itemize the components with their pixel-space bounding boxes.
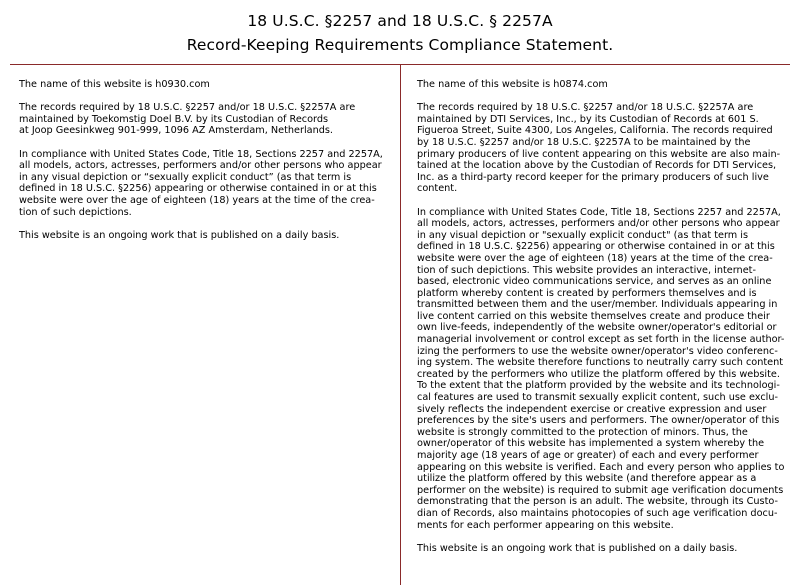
right-ongoing-work-note: This website is an ongoing work that is published on a daily basis.	[417, 542, 738, 554]
page-subtitle: Record-Keeping Requirements Compliance Statement.	[186, 36, 614, 54]
right-compliance-paragraph: In compliance with United States Code, Title 18, Sections 2257 and 2257A, all models, actors, actresses, performers and/or other persons who appear in any visual depiction or "sexually explicit conduct" (as that term is defined in 18 U.S.C. §2256) appearing or otherwise contained in or at this website were over the age of eighteen (18) years at the time of the crea- tion of such depictions. This website provides an interactive, internet- based, electronic video communications service, and serves as an online platform whereby content is created by performers themselves and is transmitted between them and the user/member. Individuals appearing in live content carried on this website themselves create and produce their own live-feeds, independently of the website owner/operator's editorial or managerial involvement or control except as set forth in the license author- izing the performers to use the website owner/operator's video conferenc- ing system. The website therefore functions to neutrally carry such content created by the performers who utilize the platform offered by this website. To the extent that the platform provided by the website and its technologi- cal features are used to transmit sexually explicit content, such use exclu- sively reflects the independent exercise or creative expression and user preferences by the site's users and performers. The owner/operator of this website is strongly committed to the protection of minors. Thus, the owner/operator of this website has implemented a system whereby the majority age (18 years of age or greater) of each and every performer appearing on this website is verified. Each and every person who applies to utilize the platform offered by this website (and therefore appear as a performer on the website) is required to submit age verification documents demonstrating that the person is an adult. The website, through its Custo- dian of Records, also maintains photocopies of such age verification docu- ments for each performer appearing on this website.	[417, 206, 785, 531]
left-records-paragraph: The records required by 18 U.S.C. §2257 and/or 18 U.S.C. §2257A are maintained by Toekomstig Doel B.V. by its Custodian of Records at Joop Geesinkweg 901-999, 1096 AZ Amsterdam, Netherlands.	[19, 102, 356, 137]
left-ongoing-work-note: This website is an ongoing work that is published on a daily basis.	[19, 229, 340, 241]
page-header	[0, 0, 800, 57]
left-website-name: The name of this website is h0930.com	[19, 79, 210, 90]
right-records-paragraph: The records required by 18 U.S.C. §2257 and/or 18 U.S.C. §2257A are maintained by DTI Services, Inc., by its Custodian of Records at 601 S. Figueroa Street, Suite 4300, Los Angeles, California. The records required by 18 U.S.C. §2257 and/or 18 U.S.C. §2257A to be maintained by the primary producers of live content appearing on this website are also main- tained at the location above by the Custodian of Records for DTI Services, Inc. as a third-party record keeper for the primary producers of such live content.	[417, 102, 781, 195]
right-website-name: The name of this website is h0874.com	[417, 79, 608, 90]
page-title: 18 U.S.C. §2257 and 18 U.S.C. § 2257A	[247, 12, 553, 30]
right-column-statement	[417, 79, 790, 566]
left-compliance-paragraph: In compliance with United States Code, Title 18, Sections 2257 and 2257A, all models, actors, actresses, performers and/or other persons who appear in any visual depiction or “sexually explicit conduct” (as that term is defined in 18 U.S.C. §2256) appearing or otherwise contained in or at this website were over the age of eighteen (18) years at the time of the crea- tion of such depictions.	[19, 148, 383, 218]
column-divider-line	[400, 64, 401, 585]
left-column-statement	[19, 79, 391, 253]
